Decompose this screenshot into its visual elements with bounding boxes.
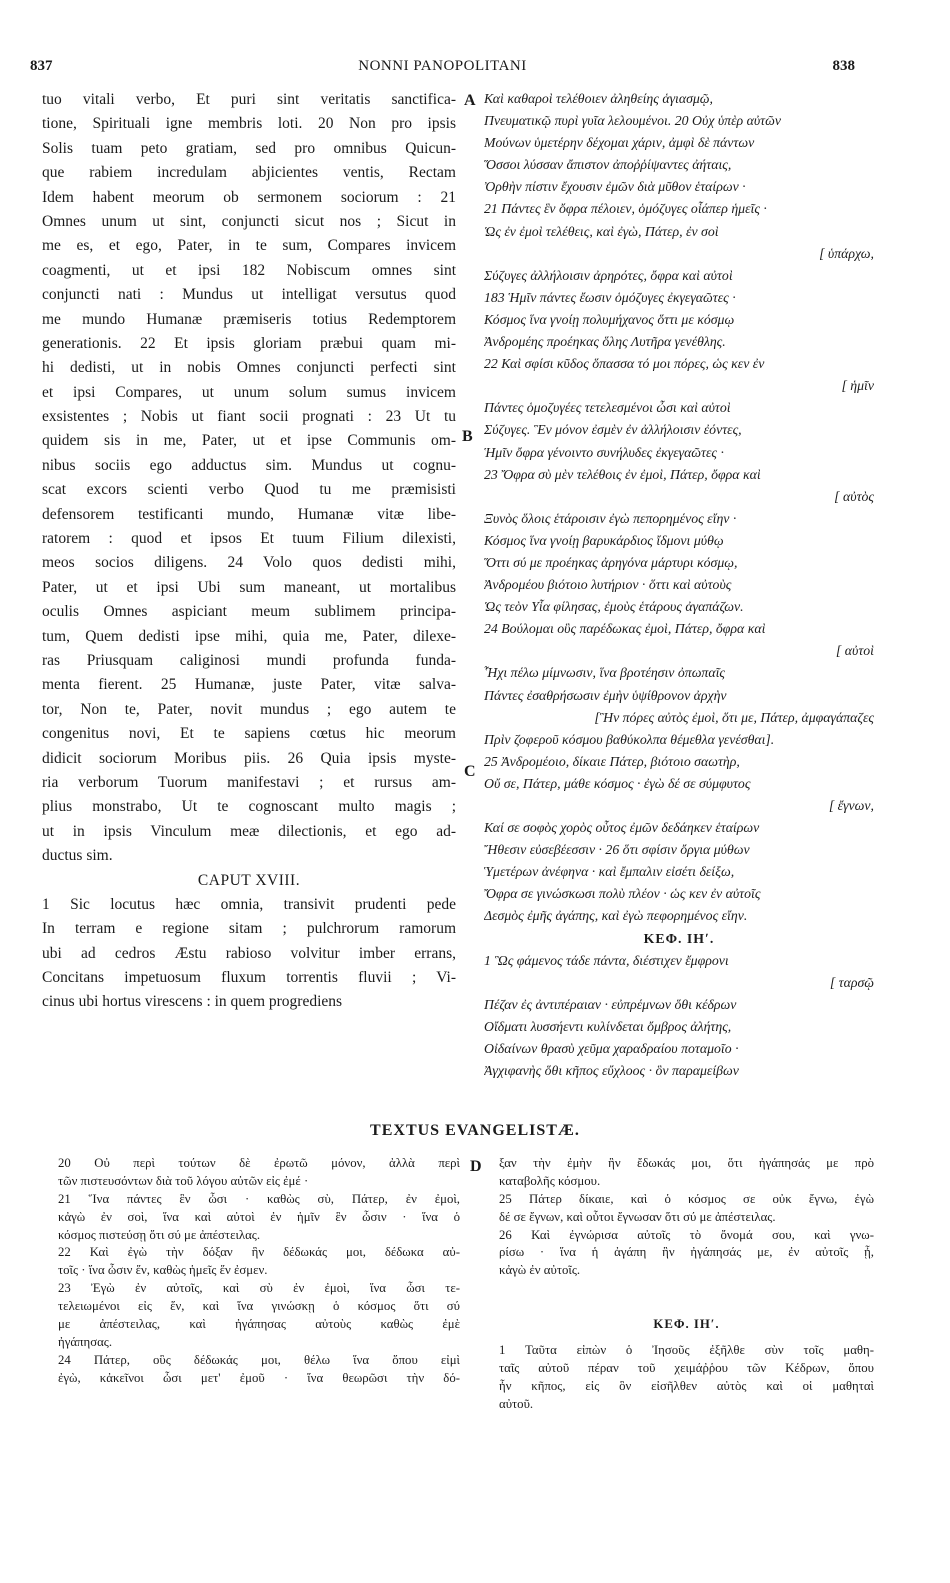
latin-line: quidem sis in me, Pater, ut et ipse Communis om- [42,432,456,450]
spacer [499,1280,874,1298]
greek-line: 23 Ὄφρα σὺ μὲν τελέθοις ἐν ἐμοὶ, Πάτερ, ὄφρα καὶ [484,466,761,482]
greek-line: Ἡμῖν ὄφρα γένοιντο συνήλυδες ἐκγεγαῶτες · [484,444,724,460]
latin-line: 1 Sic locutus hæc omnia, transivit prudenti pede [42,895,456,913]
gospel-right-line: ξαν τὴν ἐμὴν ἣν ἔδωκάς μοι, ὅτι ἠγάπησάς με πρὸ [499,1156,874,1170]
latin-line: meos socios diligens. 24 Volo quos dedisti mihi, [42,554,456,572]
page-number-left: 837 [30,58,53,74]
greek-line: Πάντες ἐσαθρήσωσιν ἐμὴν ὑψίθρονον ἀρχὴν [484,687,727,703]
gospel-right-line: 25 Πάτερ δίκαιε, καὶ ὁ κόσμος σε οὐκ ἔγνω, ἐγὼ [499,1191,874,1206]
section-title: TEXTUS EVANGELISTÆ. [370,1122,580,1139]
latin-line: generationis. 22 Et ipsis gloriam præbui quam mi- [42,334,456,352]
gospel-right-line: 26 Καὶ ἐγνώρισα αὐτοῖς τὸ ὄνομά σου, καὶ γνω- [499,1227,874,1242]
latin-line: tione, Spirituali igne membris loti. 20 Non pro ipsis [42,115,456,133]
gospel-left-line: 21 Ἵνα πάντες ἓν ὦσι · καθὼς σὺ, Πάτερ, ἐν ἐμοὶ, [58,1191,460,1206]
greek-line: Ὄφρα σε γινώσκωσι πολὺ πλέον · ὡς κεν ἐν αὐτοῖς [484,886,761,902]
greek-line: Πάντες ὁμοζυγέες τετελεσμένοι ὦσι καὶ αὐτοὶ [484,400,731,416]
greek-line: Ὅσσοι λύσσαν ἄπιστον ἀποῤῥίψαντες ἀήταις, [484,157,732,173]
running-title: NONNI PANOPOLITANI [358,58,527,74]
greek-line: [Ἣν πόρες αὐτὸς ἐμοὶ, ὅτι με, Πάτερ, ἀμφαγάπαζες [594,709,874,725]
latin-line: Idem habent meorum ob sermonem sociorum : 21 [42,188,456,206]
latin-line: defensorem testificanti mundo, Humanæ vitæ libe- [42,505,456,523]
greek-column [484,88,874,1082]
greek-line: [ ἔγνων, [828,798,874,813]
latin-line: ut in ipsis Vinculum meæ dilectionis, et ego ad- [42,822,456,840]
latin-line: plius monstrabo, Ut te cognoscant multo magis ; [42,798,456,816]
latin-line: conjuncti nati : Mundus ut intelligat versutus quod [42,286,456,304]
greek-line: Ἧχι πέλω μίμνωσιν, ἵνα βροτέησιν ὀπωπαῖς [484,665,726,681]
spacer [499,1298,874,1316]
latin-line: tor, Non te, Pater, novit mundus ; ego autem te [42,700,456,718]
latin-line: Solis tuam peto gratiam, sed pro omnibus Quicun- [42,139,456,157]
greek-line: [ αὐτὸς [834,488,874,504]
greek-line: Ὡς τεὸν Υἷα φίλησας, ἐμοὺς ἑτάρους ἀγαπάζων. [484,599,744,615]
latin-line: ubi ad cedros Æstu rabioso volvitur imber errans, [42,944,456,962]
greek-line: Ὀρθὴν πίστιν ἔχουσιν ἐμῶν διὰ μῦθον ἑταίρων · [484,179,746,195]
gospel-left-line: 20 Οὐ περὶ τούτων δὲ ἐρωτῶ μόνον, ἀλλὰ περὶ [58,1156,460,1170]
greek-line: Κόσμος ἵνα γνοίῃ πολυμήχανος ὅττι με κόσμῳ [484,311,735,327]
page-number-right: 838 [832,58,855,74]
gospel-right-line: αὐτοῦ. [499,1396,534,1411]
gospel-left-line: τῶν πιστευσόντων διὰ τοῦ λόγου αὐτῶν εἰς ἐμέ · [58,1173,309,1188]
latin-line: coagmenti, ut et ipsi 182 Nobiscum omnes sint [42,261,456,279]
gospel-right-line: καταβολῆς κόσμου. [499,1173,601,1188]
latin-line: menta fierent. 25 Humanæ, juste Pater, vitæ salva- [42,676,456,694]
gospel-text-left [58,1155,460,1388]
greek-line: Ἀνδρομέης προέηκας ὅλης Λυτῆρα γενέθλης. [484,334,726,350]
greek-line: Ὑμετέρων ἀνέφηνα · καὶ ἔμπαλιν εἰσέτι δείξω, [484,864,735,880]
margin-letter-a: A [464,92,476,109]
gospel-left-line: 23 Ἐγὼ ἐν αὐτοῖς, καὶ σὺ ἐν ἐμοὶ, ἵνα ὦσι τε- [58,1281,460,1296]
latin-line: congenitus novi, Et te sapiens cœtus hic meorum [42,725,456,743]
margin-letter-b: B [462,428,473,445]
gospel-right-line: ἦν κῆπος, εἰς ὃν εἰσῆλθεν αὐτὸς καὶ οἱ μαθηταὶ [499,1378,874,1393]
greek-line: Οἰδαίνων θρασὺ χεῦμα χαραδραίου ποταμοῖο · [484,1041,739,1057]
gospel-left-line: τελειωμένοι εἰς ἕν, καὶ ἵνα γινώσκῃ ὁ κόσμος ὅτι σύ [58,1299,460,1314]
greek-line: Κόσμος ἵνα γνοίῃ βαρυκάρδιος ἴδμονι μύθῳ [484,532,724,548]
greek-line: Πνευματικῷ πυρὶ γυῖα λελουμένοι. 20 Οὐχ ὑπὲρ αὐτῶν [484,113,781,129]
gospel-left-line: ἠγάπησας. [58,1334,113,1349]
margin-letter-d: D [470,1158,482,1175]
latin-line: et ipsi Compares, ut unum solum sumus invicem [42,383,456,401]
latin-line: Omnes unum ut sint, conjuncti sicut nos ; Sicut in [42,212,456,230]
page-header [30,58,855,80]
latin-line: Pater, ut et ipsi Ubi sum maneant, ut mortalibus [42,578,456,596]
latin-line: scat excors scienti verbo Quod tu me præmisisti [42,481,456,499]
greek-line: [ ὑπάρχω, [819,245,874,261]
latin-line: nibus sociis ego adductus sim. Mundus ut cognu- [42,456,456,474]
gospel-left-line: ἐγὼ, κἀκεῖνοι ὦσι μετ' ἐμοῦ · ἵνα θεωρῶσι τὴν δό- [58,1370,460,1385]
gospel-left-line: με ἀπέστειλας, καὶ ἠγάπησας αὐτοὺς καθὼς ἐμὲ [58,1317,460,1332]
latin-line: me es, et ego, Pater, in te sum, Compares invicem [42,237,456,255]
greek-line: [ αὐτοὶ [835,643,874,659]
greek-line: Καὶ καθαροὶ τελέθοιεν ἀληθείης ἁγιασμῷ, [484,91,713,106]
greek-line: Ἀνδρομέου βιότοιο λυτήριον · ὅττι καὶ αὐτοὺς [484,577,732,593]
latin-line: tuo vitali verbo, Et puri sint veritatis sanctifica- [42,91,456,108]
margin-letter-c: C [464,763,476,780]
greek-line: Πρὶν ζοφεροῦ κόσμου βαθύκολπα θέμεθλα γενέσθαι]. [484,731,775,747]
greek-line: Μούνων ὑμετέρην δέχομαι χάριν, ἀμφὶ δὲ πάντων [484,135,755,151]
latin-line: exsistentes ; Nobis ut fiant socii prognati : 23 Ut tu [42,408,456,426]
gospel-right-line: ρίσω · ἵνα ἡ ἀγάπη ἣν ἠγάπησάς με, ἐν αὐτοῖς ᾖ, [499,1245,874,1260]
gospel-left-line: κόσμος πιστεύσῃ ὅτι σύ με ἀπέστειλας. [58,1227,261,1242]
greek-line: Ὡς ἐν ἐμοὶ τελέθεις, καὶ ἐγὼ, Πάτερ, ἐν σοὶ [484,223,719,239]
greek-line: Ἤθεσιν εὐσεβέεσσιν · 26 ὅτι σφίσιν ὄργια μύθων [484,842,750,858]
latin-line: ras Priusquam caliginosi mundi profunda funda- [42,651,456,669]
latin-line: que rabiem incredulam abjicientes ventis, Rectam [42,164,456,182]
latin-line: oculis Omnes aspiciant meum sublimem principa- [42,603,456,621]
greek-line: [ ἡμῖν [841,378,874,394]
spacer [499,1334,874,1342]
latin-line: hi dedisti, ut in nobis Omnes conjuncti perfecti sint [42,359,456,377]
greek-line: Ὅττι σύ με προέηκας ἀρηγόνα μάρτυρι κόσμῳ, [484,554,738,570]
greek-line: Ξυνὸς ὅλοις ἑτάροισιν ἐγὼ πεπορημένος εἴην · [484,510,737,526]
gospel-right-line: κἀγὼ ἐν αὐτοῖς. [499,1263,581,1278]
greek-line: 25 Ἀνδρομέοιο, δίκαιε Πάτερ, βιότοιο σαωτὴρ, [484,753,740,769]
latin-line: tum, Quem dedisti ipse mihi, quia me, Pater, dilexe- [42,627,456,645]
gospel-text-right [499,1155,874,1413]
gospel-left-line: τοῖς · ἵνα ὦσιν ἕν, καθὼς ἡμεῖς ἕν ἐσμεν. [58,1263,268,1278]
greek-line: 24 Βούλομαι οὓς παρέδωκας ἐμοὶ, Πάτερ, ὄφρα καὶ [484,621,766,637]
greek-line: Σύζυγες ἀλλήλοισιν ἀρηρότες, ὄφρα καὶ αὐτοὶ [484,267,733,283]
latin-line: Concitans impetuosum fluxum torrentis fluvii ; Vi- [42,969,456,987]
greek-line: Οὔ σε, Πάτερ, μάθε κόσμος · ἐγὼ δέ σε σύμφυτος [484,775,751,791]
latin-line: In terram e regione sitam ; pulchrorum ramorum [42,920,456,938]
greek-line: Πέζαν ἐς ἀντιπέραιαν · εὐπρέμνων ὅθι κέδρων [484,996,737,1012]
latin-column [42,88,456,1015]
gospel-left-line: κἀγὼ ἐν σοὶ, ἵνα καὶ αὐτοὶ ἐν ἡμῖν ἓν ὦσιν · ἵνα ὁ [58,1209,460,1224]
gospel-right-line: ταῖς αὐτοῦ πέραν τοῦ χειμάῤῥου τῶν Κέδρων, ὅπου [499,1360,874,1375]
gospel-right-line: δέ σε ἔγνων, καὶ οὗτοι ἔγνωσαν ὅτι σύ με ἀπέστειλας. [499,1209,776,1224]
greek-line: Ἀγχιφανὴς ὅθι κῆπος εὔχλοος · ὃν παραμείβων [484,1063,739,1079]
chapter-heading-gospel: ΚΕΦ. ΙΗʹ. [653,1317,720,1332]
gospel-left-line: 22 Καὶ ἐγὼ τὴν δόξαν ἣν δέδωκάς μοι, δέδωκα αὐ- [58,1245,460,1260]
latin-line: ratorem : quod et ipsos Et tuum Filium dilexisti, [42,530,456,548]
chapter-heading-greek: ΚΕΦ. ΙΗʹ. [643,930,715,946]
latin-line: didicit sociorum Moribus piis. 26 Quia ipsis myste- [42,749,456,767]
greek-line: 21 Πάντες ἓν ὄφρα πέλοιεν, ὁμόζυγες οἷάπερ ἡμεῖς · [484,201,767,217]
greek-line: Καί σε σοφὸς χορὸς οὗτος ἐμῶν δεδάηκεν ἑταίρων [484,820,760,836]
latin-line: me mundo Humanæ præmiseris totius Redemptorem [42,310,456,328]
latin-line: ria verborum Tuorum manifestavi ; et rursus am- [42,773,456,791]
greek-line: 22 Καὶ σφίσι κῦδος ὅπασσα τό μοι πόρες, ὡς κεν ἐν [484,356,765,372]
greek-line: [ ταρσῷ [829,974,874,990]
greek-line: Σύζυγες. Ἓν μόνον ἐσμὲν ἐν ἀλλήλοισιν ἐόντες, [484,422,742,438]
chapter-heading: CAPUT XVIII. [197,871,301,889]
greek-line: Δεσμὸς ἐμῆς ἀγάπης, καὶ ἐγὼ πεφορημένος εἴην. [484,908,748,924]
gospel-right-line: 1 Ταῦτα εἰπὼν ὁ Ἰησοῦς ἐξῆλθε σὺν τοῖς μαθη- [499,1342,874,1357]
latin-line: cinus ubi hortus virescens : in quem progrediens [42,993,343,1011]
gospel-left-line: 24 Πάτερ, οὓς δέδωκάς μοι, θέλω ἵνα ὅπου εἰμὶ [58,1352,460,1367]
greek-line: Οἴδματι λυσσήεντι κυλίνδεται ὄμβρος ἀλήτης, [484,1018,732,1034]
latin-line: ductus sim. [42,847,113,865]
greek-line: 183 Ἡμῖν πάντες ἔωσιν ὁμόζυγες ἐκγεγαῶτες · [484,289,736,305]
greek-line: 1 Ὣς φάμενος τάδε πάντα, διέστιχεν ἔμφρονι [484,952,729,968]
